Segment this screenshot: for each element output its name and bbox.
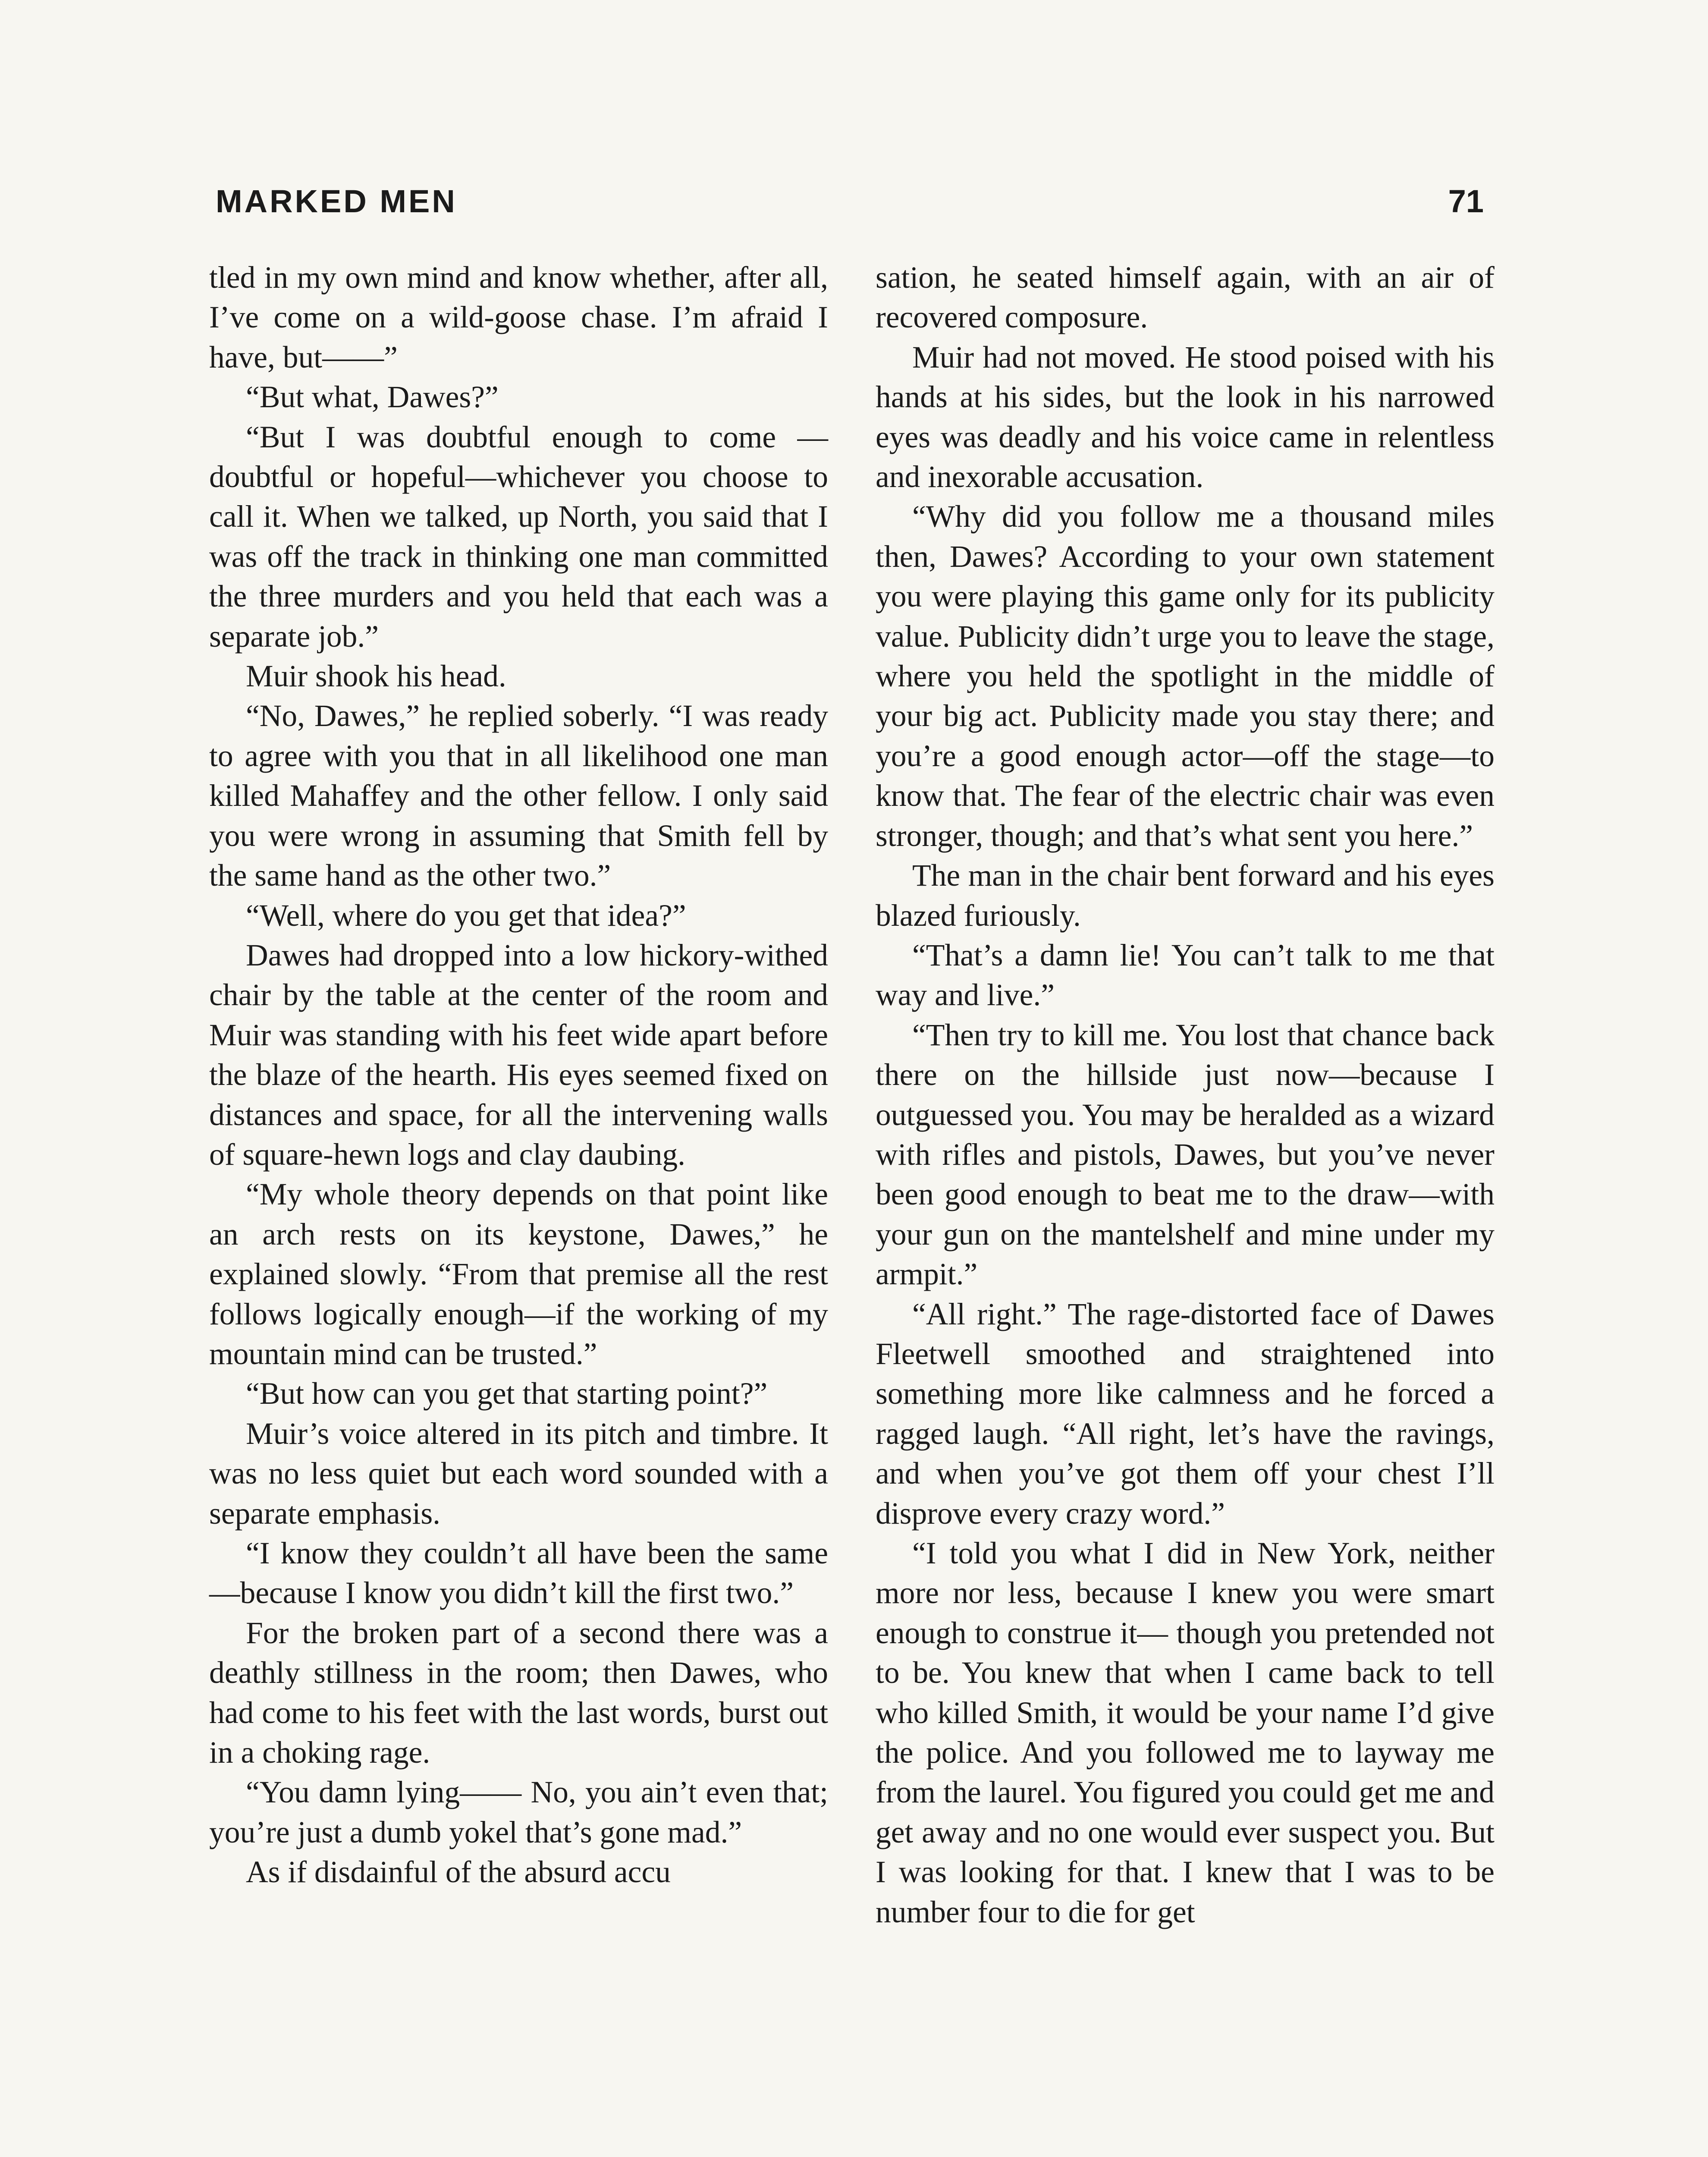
- paragraph: “Why did you follow me a thousand miles then, Dawes? According to your own statement you were playing this game only for its publicity value. Publicity didn’t urge you to leave the stage, where you held the spotlight in the middle of your big act. Publicity made you stay there; and you’re a good enough actor—off the stage—to know that. The fear of the electric chair was even stronger, though; and that’s what sent you here.”: [876, 500, 1494, 853]
- paragraph: “But I was doubtful enough to come —doubtful or hopeful—whichever you choose to call it. When we talked, up North, you said that I was off the track in thinking one man committed the three murders and you held that each was a separate job.”: [209, 420, 828, 654]
- running-head: [216, 183, 1492, 230]
- paragraph: “I told you what I did in New York, neither more nor less, because I knew you were smart enough to construe it— though you pretended not to be. You knew that when I came back to tell who killed Smith, it would be your name I’d give the police. And you followed me to layway me from the laurel. You figured you could get me and get away and no one would ever suspect you. But I was looking for that. I knew that I was to be number four to die for get: [876, 1536, 1494, 1929]
- paragraph: “No, Dawes,” he replied soberly. “I was ready to agree with you that in all likelihood one man killed Mahaffey and the other fellow. I only said you were wrong in assuming that Smith fell by the same hand as the other two.”: [209, 699, 828, 893]
- paragraph: Dawes had dropped into a low hickory-withed chair by the table at the center of the room and Muir was standing with his feet wide apart before the blaze of the hearth. His eyes seemed fixed on distances and space, for all the intervening walls of square-hewn logs and clay daubing.: [209, 938, 828, 1172]
- page-number: 71: [1448, 183, 1484, 219]
- paragraph: “Then try to kill me. You lost that chance back there on the hillside just now—because I outguessed you. You may be heralded as a wizard with rifles and pistols, Dawes, but you’ve never been good enough to beat me to the draw—with your gun on the mantelshelf and mine under my armpit.”: [876, 1018, 1494, 1292]
- paragraph: “Well, where do you get that idea?”: [246, 898, 686, 933]
- paragraph: “That’s a damn lie! You can’t talk to me that way and live.”: [876, 938, 1494, 1012]
- paragraph: “But how can you get that starting point?”: [246, 1377, 768, 1411]
- paragraph: Muir shook his head.: [246, 659, 506, 694]
- right-text-column: [876, 258, 1494, 1932]
- paragraph: “But what, Dawes?”: [246, 380, 499, 415]
- paragraph: “I know they couldn’t all have been the same—because I know you didn’t kill the first two.”: [209, 1536, 828, 1610]
- paragraph: “My whole theory depends on that point like an arch rests on its keystone, Dawes,” he explained slowly. “From that premise all the rest follows logically enough—if the working of my mountain mind can be trusted.”: [209, 1177, 828, 1371]
- paragraph: “All right.” The rage-distorted face of Dawes Fleetwell smoothed and straightened into something more like calmness and he forced a ragged laugh. “All right, let’s have the ravings, and when you’ve got them off your chest I’ll disprove every crazy word.”: [876, 1297, 1494, 1531]
- paragraph: sation, he seated himself again, with an air of recovered composure.: [876, 261, 1494, 335]
- story-title: MARKED MEN: [216, 183, 457, 219]
- left-text-column: [209, 258, 828, 1893]
- paragraph: Muir’s voice altered in its pitch and timbre. It was no less quiet but each word sounded with a separate emphasis.: [209, 1416, 828, 1531]
- paragraph: For the broken part of a second there was a deathly stillness in the room; then Dawes, who had come to his feet with the last words, burst out in a choking rage.: [209, 1616, 828, 1770]
- paragraph: The man in the chair bent forward and his eyes blazed furiously.: [876, 858, 1494, 933]
- paragraph: Muir had not moved. He stood poised with his hands at his sides, but the look in his narrowed eyes was deadly and his voice came in relentless and inexorable accusation.: [876, 340, 1494, 494]
- paragraph: tled in my own mind and know whether, after all, I’ve come on a wild-goose chase. I’m afraid I have, but——”: [209, 261, 828, 374]
- paragraph: “You damn lying—— No, you ain’t even that; you’re just a dumb yokel that’s gone mad.”: [209, 1775, 828, 1849]
- paragraph: As if disdainful of the absurd accu: [246, 1855, 671, 1890]
